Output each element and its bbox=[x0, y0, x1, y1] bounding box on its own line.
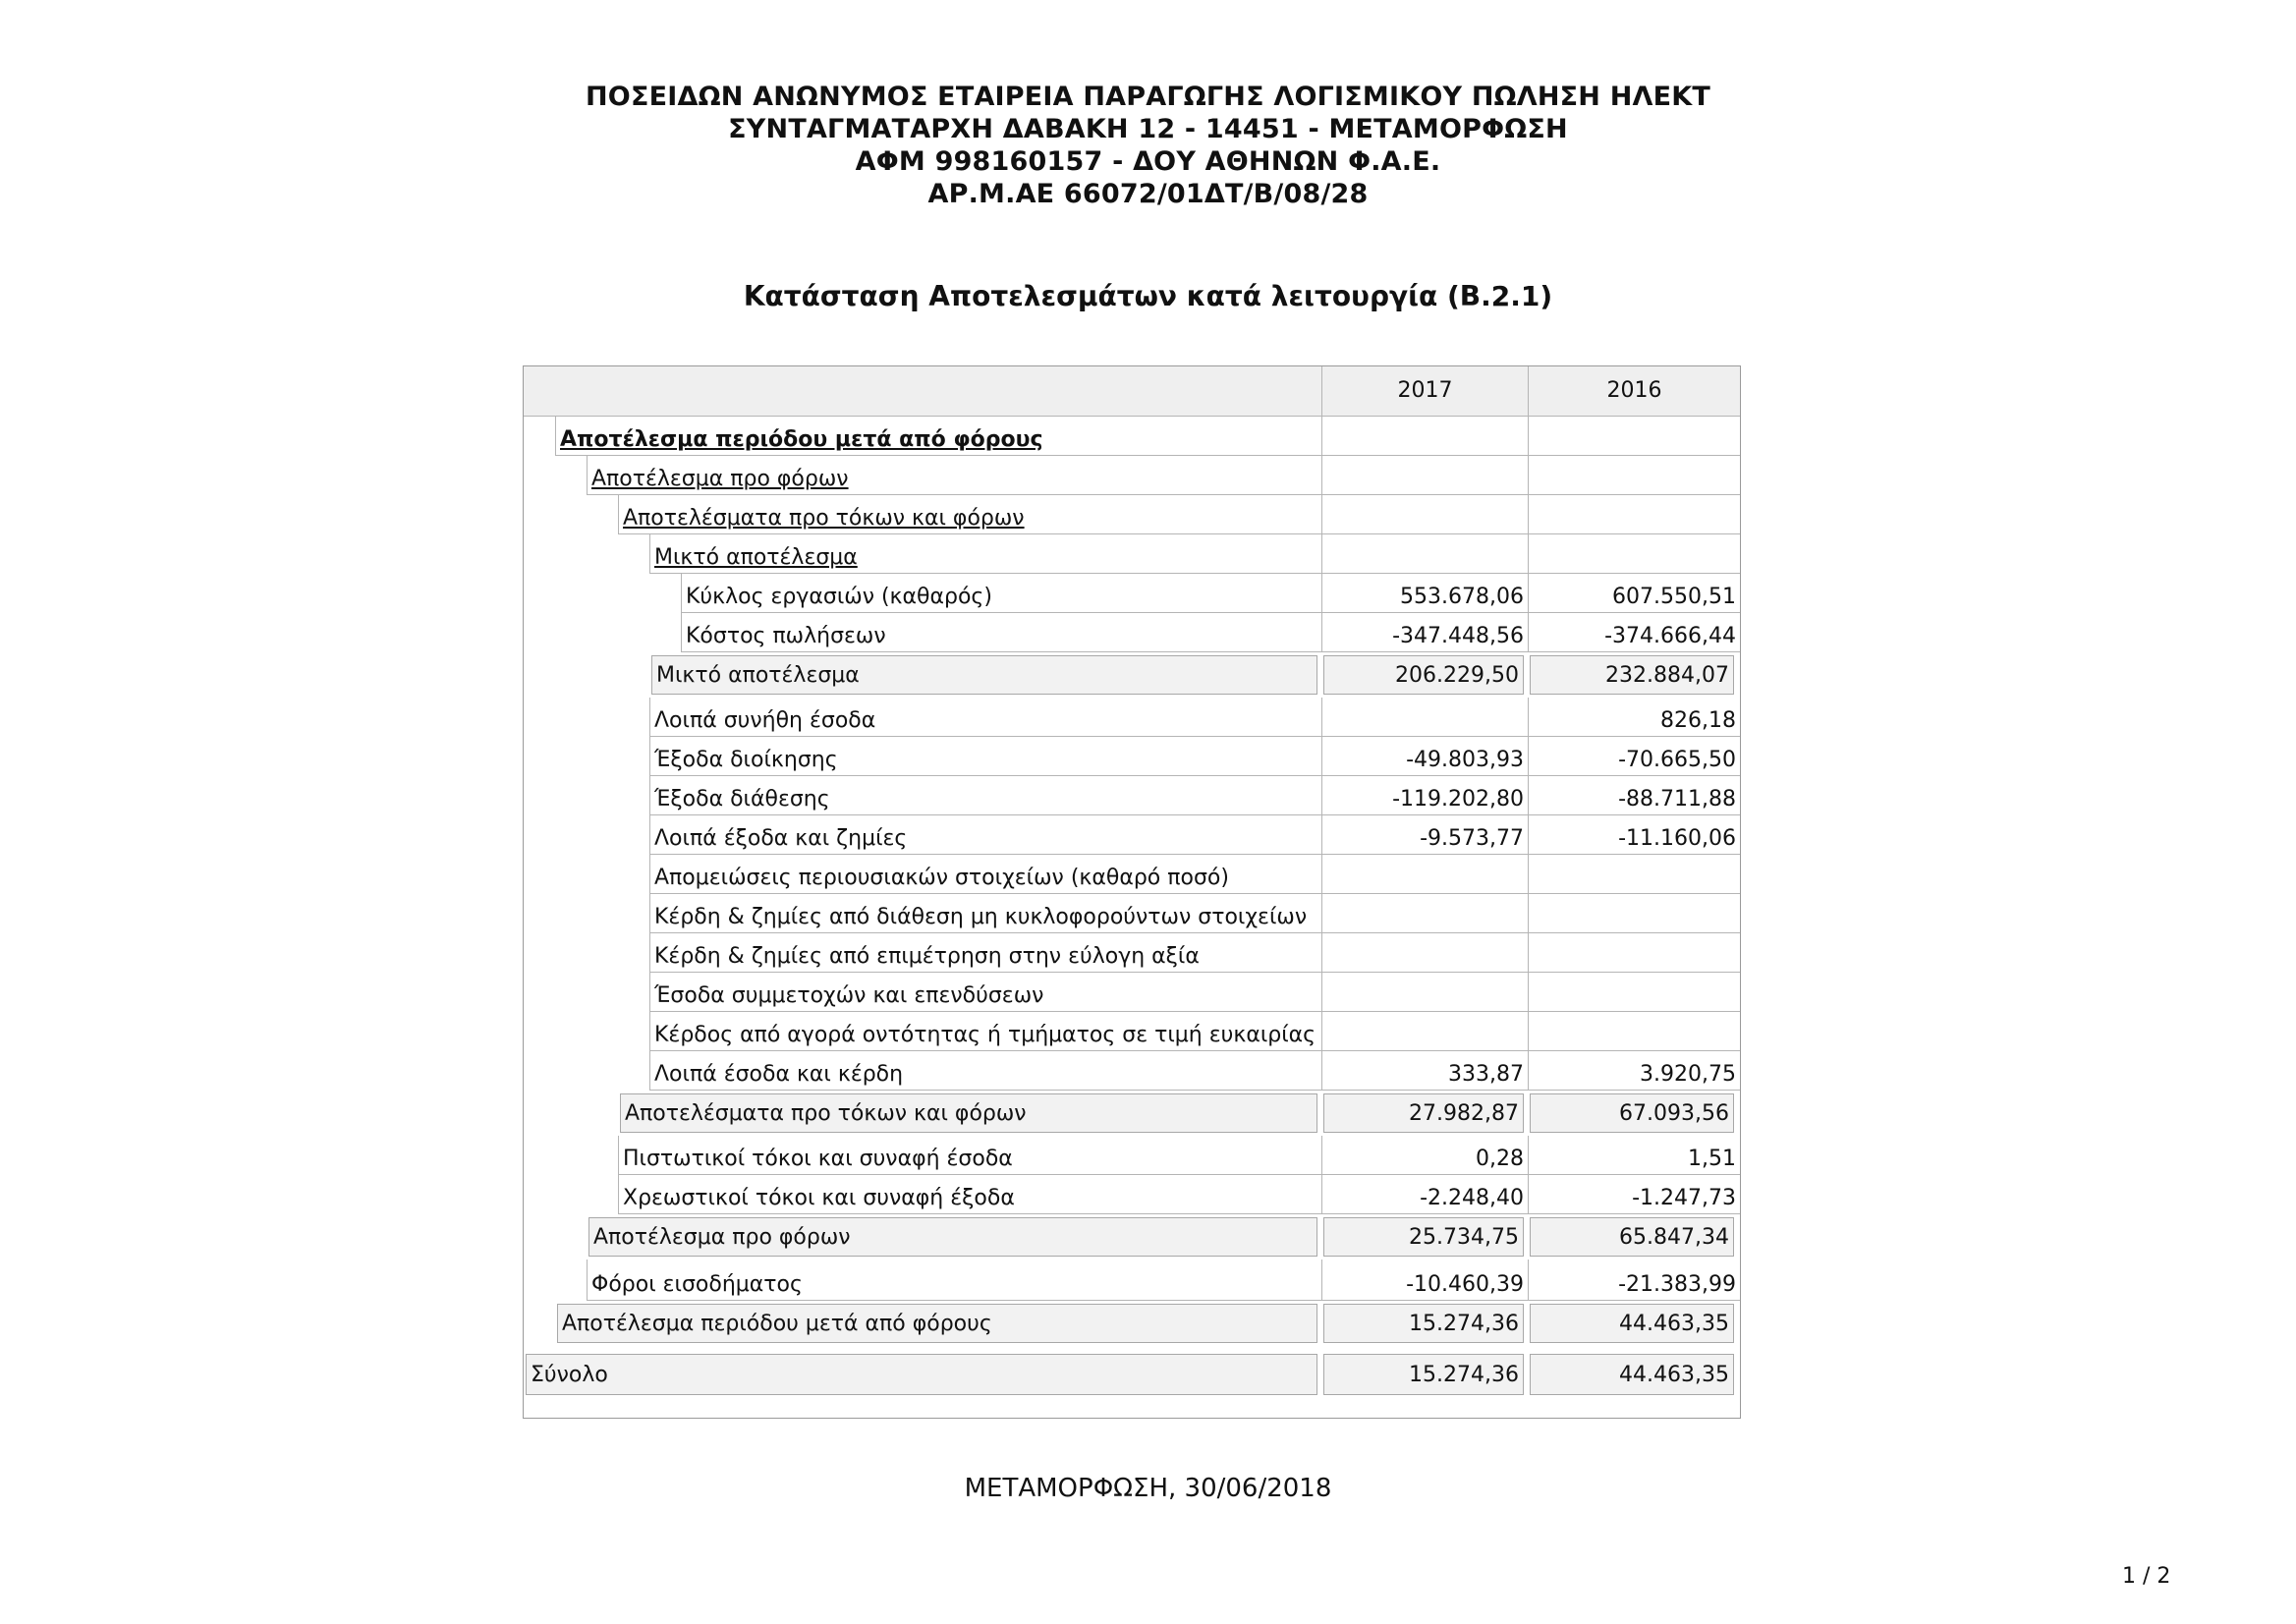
column-header-2017: 2017 bbox=[1321, 366, 1528, 416]
table-row bbox=[524, 973, 1740, 1012]
statement-title: Κατάσταση Αποτελεσμάτων κατά λειτουργία (Β.2.1) bbox=[743, 280, 1553, 312]
row-value-2017: 333,87 bbox=[1321, 1051, 1528, 1091]
row-value-2016 bbox=[1528, 933, 1740, 973]
row-label: Κύκλος εργασιών (καθαρός) bbox=[681, 574, 1321, 613]
row-value-2016: 232.884,07 bbox=[1530, 655, 1734, 695]
row-value-2017: -10.460,39 bbox=[1321, 1260, 1528, 1301]
row-value-2017 bbox=[1321, 698, 1528, 737]
row-label: Μικτό αποτέλεσμα bbox=[649, 534, 1321, 574]
row-label: Απομειώσεις περιουσιακών στοιχείων (καθαρό ποσό) bbox=[649, 855, 1321, 894]
table-row bbox=[524, 456, 1740, 495]
row-label: Κέρδη & ζημίες από επιμέτρηση στην εύλογη αξία bbox=[649, 933, 1321, 973]
row-value-2017 bbox=[1321, 534, 1528, 574]
row-value-2017: 15.274,36 bbox=[1323, 1354, 1524, 1395]
row-value-2016: -374.666,44 bbox=[1528, 613, 1740, 652]
row-value-2016: -88.711,88 bbox=[1528, 776, 1740, 815]
table-row bbox=[524, 1260, 1740, 1301]
row-value-2016: -21.383,99 bbox=[1528, 1260, 1740, 1301]
row-label: Έξοδα διάθεσης bbox=[649, 776, 1321, 815]
table-row bbox=[524, 1175, 1740, 1214]
row-value-2017: 27.982,87 bbox=[1323, 1093, 1524, 1133]
row-label: Φόροι εισοδήματος bbox=[587, 1260, 1321, 1301]
row-value-2017: 0,28 bbox=[1321, 1136, 1528, 1175]
row-value-2016: -70.665,50 bbox=[1528, 737, 1740, 776]
income-statement-table bbox=[523, 365, 1741, 1419]
table-row bbox=[524, 737, 1740, 776]
row-label: Αποτέλεσμα περιόδου μετά από φόρους bbox=[555, 416, 1321, 456]
row-label: Λοιπά έσοδα και κέρδη bbox=[649, 1051, 1321, 1091]
table-row bbox=[524, 933, 1740, 973]
row-label: Αποτέλεσμα προ φόρων bbox=[587, 456, 1321, 495]
row-value-2016: -11.160,06 bbox=[1528, 815, 1740, 855]
company-registry-number: ΑΡ.Μ.ΑΕ 66072/01ΔΤ/Β/08/28 bbox=[927, 179, 1369, 209]
row-label: Λοιπά συνήθη έσοδα bbox=[649, 698, 1321, 737]
row-value-2017: -2.248,40 bbox=[1321, 1175, 1528, 1214]
table-row-total bbox=[524, 1351, 1740, 1398]
row-value-2016 bbox=[1528, 534, 1740, 574]
row-label: Κέρδος από αγορά οντότητας ή τμήματος σε τιμή ευκαιρίας bbox=[649, 1012, 1321, 1051]
row-value-2017: -347.448,56 bbox=[1321, 613, 1528, 652]
row-label: Έσοδα συμμετοχών και επενδύσεων bbox=[649, 973, 1321, 1012]
row-label: Μικτό αποτέλεσμα bbox=[651, 655, 1317, 695]
table-row-subtotal bbox=[524, 1214, 1740, 1260]
row-value-2017: 25.734,75 bbox=[1323, 1217, 1524, 1257]
table-row-subtotal bbox=[524, 1301, 1740, 1346]
row-value-2016: 826,18 bbox=[1528, 698, 1740, 737]
row-value-2017: -119.202,80 bbox=[1321, 776, 1528, 815]
row-value-2017 bbox=[1321, 973, 1528, 1012]
row-value-2017 bbox=[1321, 894, 1528, 933]
table-row bbox=[524, 613, 1740, 652]
place-and-date: ΜΕΤΑΜΟΡΦΩΣΗ, 30/06/2018 bbox=[964, 1474, 1332, 1503]
table-row bbox=[524, 574, 1740, 613]
row-value-2017 bbox=[1321, 416, 1528, 456]
row-value-2016: 3.920,75 bbox=[1528, 1051, 1740, 1091]
row-value-2017: 206.229,50 bbox=[1323, 655, 1524, 695]
row-value-2016 bbox=[1528, 495, 1740, 534]
row-value-2016: -1.247,73 bbox=[1528, 1175, 1740, 1214]
table-row bbox=[524, 416, 1740, 456]
table-row-subtotal bbox=[524, 1091, 1740, 1136]
row-value-2016: 44.463,35 bbox=[1530, 1354, 1734, 1395]
table-row bbox=[524, 894, 1740, 933]
company-address: ΣΥΝΤΑΓΜΑΤΑΡΧΗ ΔΑΒΑΚΗ 12 - 14451 - ΜΕΤΑΜΟΡΦΩΣΗ bbox=[728, 114, 1568, 144]
row-value-2016 bbox=[1528, 416, 1740, 456]
row-value-2017: -49.803,93 bbox=[1321, 737, 1528, 776]
company-tax-id: ΑΦΜ 998160157 - ΔΟΥ ΑΘΗΝΩΝ Φ.Α.Ε. bbox=[855, 146, 1441, 177]
row-value-2017 bbox=[1321, 495, 1528, 534]
table-row bbox=[524, 698, 1740, 737]
row-value-2016: 607.550,51 bbox=[1528, 574, 1740, 613]
company-name: ΠΟΣΕΙΔΩΝ ΑΝΩΝΥΜΟΣ ΕΤΑΙΡΕΙΑ ΠΑΡΑΓΩΓΗΣ ΛΟΓΙΣΜΙΚΟΥ ΠΩΛΗΣΗ ΗΛΕΚΤ bbox=[586, 82, 1710, 112]
row-value-2016: 1,51 bbox=[1528, 1136, 1740, 1175]
row-value-2016 bbox=[1528, 1012, 1740, 1051]
row-value-2016: 44.463,35 bbox=[1530, 1304, 1734, 1343]
row-value-2016: 67.093,56 bbox=[1530, 1093, 1734, 1133]
table-row bbox=[524, 534, 1740, 574]
row-label: Κέρδη & ζημίες από διάθεση μη κυκλοφορούντων στοιχείων bbox=[649, 894, 1321, 933]
row-value-2016 bbox=[1528, 456, 1740, 495]
table-row-subtotal bbox=[524, 652, 1740, 698]
row-value-2016 bbox=[1528, 973, 1740, 1012]
row-value-2017: 553.678,06 bbox=[1321, 574, 1528, 613]
row-value-2016 bbox=[1528, 855, 1740, 894]
table-row bbox=[524, 1136, 1740, 1175]
row-label: Αποτέλεσμα προ φόρων bbox=[588, 1217, 1317, 1257]
row-label: Λοιπά έξοδα και ζημίες bbox=[649, 815, 1321, 855]
row-value-2017 bbox=[1321, 1012, 1528, 1051]
company-header bbox=[0, 81, 2296, 210]
row-label: Έξοδα διοίκησης bbox=[649, 737, 1321, 776]
row-label: Σύνολο bbox=[526, 1354, 1317, 1395]
column-header-2016: 2016 bbox=[1528, 366, 1740, 416]
row-value-2016 bbox=[1528, 894, 1740, 933]
row-label: Κόστος πωλήσεων bbox=[681, 613, 1321, 652]
row-label: Αποτελέσματα προ τόκων και φόρων bbox=[620, 1093, 1317, 1133]
row-label: Πιστωτικοί τόκοι και συναφή έσοδα bbox=[618, 1136, 1321, 1175]
table-row bbox=[524, 815, 1740, 855]
row-value-2016: 65.847,34 bbox=[1530, 1217, 1734, 1257]
row-value-2017 bbox=[1321, 855, 1528, 894]
row-value-2017: -9.573,77 bbox=[1321, 815, 1528, 855]
row-label: Αποτέλεσμα περιόδου μετά από φόρους bbox=[557, 1304, 1317, 1343]
row-value-2017 bbox=[1321, 456, 1528, 495]
row-value-2017: 15.274,36 bbox=[1323, 1304, 1524, 1343]
table-row bbox=[524, 1051, 1740, 1091]
table-row bbox=[524, 495, 1740, 534]
table-row bbox=[524, 776, 1740, 815]
table-header-row bbox=[524, 366, 1740, 417]
row-label: Χρεωστικοί τόκοι και συναφή έξοδα bbox=[618, 1175, 1321, 1214]
table-row bbox=[524, 855, 1740, 894]
table-row bbox=[524, 1012, 1740, 1051]
row-label: Αποτελέσματα προ τόκων και φόρων bbox=[618, 495, 1321, 534]
page-number: 1 / 2 bbox=[2122, 1564, 2171, 1589]
row-value-2017 bbox=[1321, 933, 1528, 973]
